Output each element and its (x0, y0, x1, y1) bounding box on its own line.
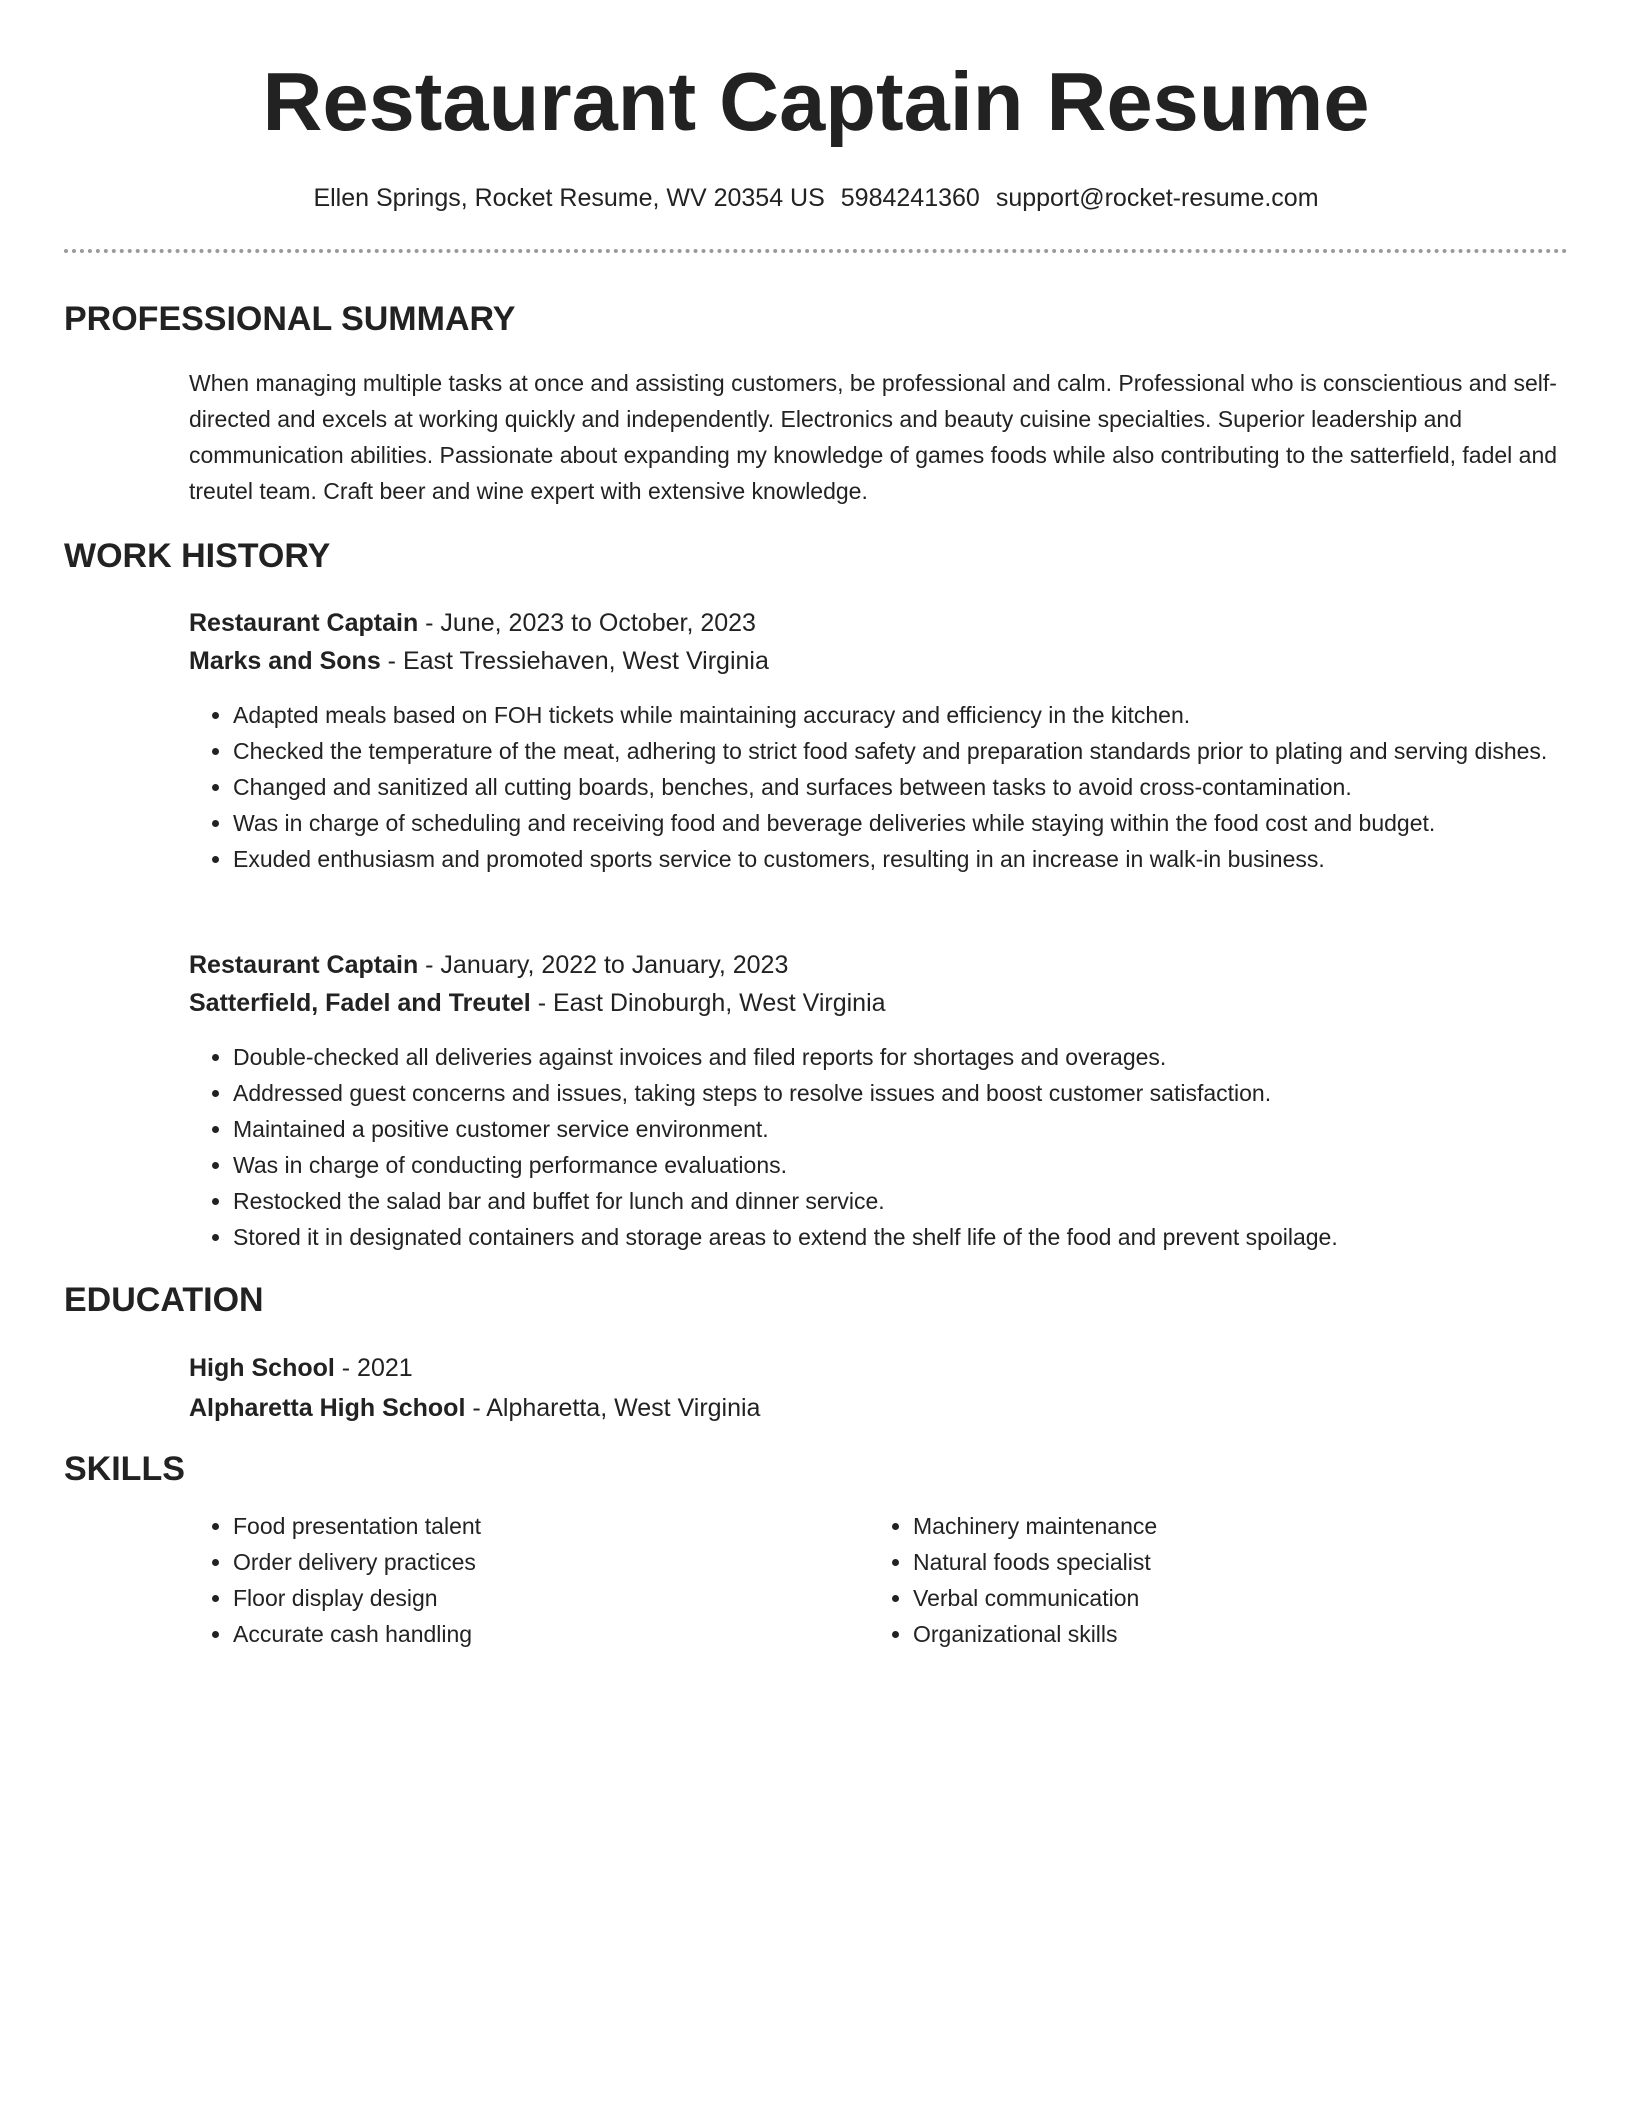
list-item: • Food presentation talent (233, 1508, 833, 1544)
list-item: • Restocked the salad bar and buffet for lunch and dinner service. (233, 1183, 1613, 1219)
list-item: • Natural foods specialist (913, 1544, 1513, 1580)
job-1-location: - East Tressiehaven, West Virginia (380, 647, 769, 675)
education-school-line (189, 1390, 760, 1426)
job-1-title: Restaurant Captain (189, 609, 419, 637)
header-divider (64, 249, 1568, 253)
list-item: • Order delivery practices (233, 1544, 833, 1580)
summary-heading: PROFESSIONAL SUMMARY (64, 300, 516, 338)
skills-heading: SKILLS (64, 1450, 185, 1488)
education-heading: EDUCATION (64, 1281, 264, 1319)
job-1-title-line (189, 605, 756, 641)
education-degree: High School (189, 1354, 335, 1382)
education-school: Alpharetta High School (189, 1394, 466, 1422)
job-2-company: Satterfield, Fadel and Treutel (189, 989, 531, 1017)
list-item: • Stored it in designated containers and storage areas to extend the shelf life of the food and prevent spoilage. (233, 1219, 1613, 1255)
education-year: - 2021 (334, 1354, 413, 1382)
list-item: • Checked the temperature of the meat, adhering to strict food safety and preparation standards prior to plating and serving dishes. (233, 733, 1613, 769)
list-item: • Accurate cash handling (233, 1616, 833, 1652)
list-item: • Organizational skills (913, 1616, 1513, 1652)
list-item: • Was in charge of conducting performance evaluations. (233, 1147, 1613, 1183)
skills-list-right (869, 1508, 1513, 1652)
list-item: • Double-checked all deliveries against invoices and filed reports for shortages and overages. (233, 1039, 1613, 1075)
resume-title: Restaurant Captain Resume (262, 55, 1370, 148)
summary-text: When managing multiple tasks at once and assisting customers, be professional and calm. Professional who is conscientious and self-directed and excels at working quickly and independently. Electronics and beauty cuisine specialties. Superior leadership and communication abilities. Passionate about expanding my knowledge of games foods while also contributing to the satterfield, fadel and treutel team. Craft beer and wine expert with extensive knowledge. (189, 370, 1558, 504)
job-1-bullets (189, 697, 1613, 877)
education-location: - Alpharetta, West Virginia (465, 1394, 761, 1422)
list-item: • Verbal communication (913, 1580, 1513, 1616)
education-degree-line (189, 1350, 413, 1386)
job-2-bullets (189, 1039, 1613, 1255)
list-item: • Maintained a positive customer service environment. (233, 1111, 1613, 1147)
job-1-dates: - June, 2023 to October, 2023 (418, 609, 756, 637)
list-item: • Adapted meals based on FOH tickets while maintaining accuracy and efficiency in the kitchen. (233, 697, 1613, 733)
list-item: • Was in charge of scheduling and receiving food and beverage deliveries while staying within the food cost and budget. (233, 805, 1613, 841)
list-item: • Floor display design (233, 1580, 833, 1616)
job-1-company: Marks and Sons (189, 647, 381, 675)
list-item: • Addressed guest concerns and issues, taking steps to resolve issues and boost customer satisfaction. (233, 1075, 1613, 1111)
contact-email[interactable]: support@rocket-resume.com (995, 184, 1319, 212)
contact-address: Ellen Springs, Rocket Resume, WV 20354 US (313, 184, 825, 212)
job-2-company-line (189, 985, 886, 1021)
job-2-title-line (189, 947, 788, 983)
list-item: • Changed and sanitized all cutting boards, benches, and surfaces between tasks to avoid cross-contamination. (233, 769, 1613, 805)
work-history-heading: WORK HISTORY (64, 537, 331, 575)
list-item: • Machinery maintenance (913, 1508, 1513, 1544)
job-2-dates: - January, 2022 to January, 2023 (418, 951, 789, 979)
contact-phone: 5984241360 (840, 184, 980, 212)
job-1-company-line (189, 643, 769, 679)
list-item: • Exuded enthusiasm and promoted sports service to customers, resulting in an increase in walk-in business. (233, 841, 1613, 877)
skills-list-left (189, 1508, 833, 1652)
job-2-location: - East Dinoburgh, West Virginia (530, 989, 886, 1017)
job-2-title: Restaurant Captain (189, 951, 419, 979)
contact-info (0, 180, 1632, 216)
